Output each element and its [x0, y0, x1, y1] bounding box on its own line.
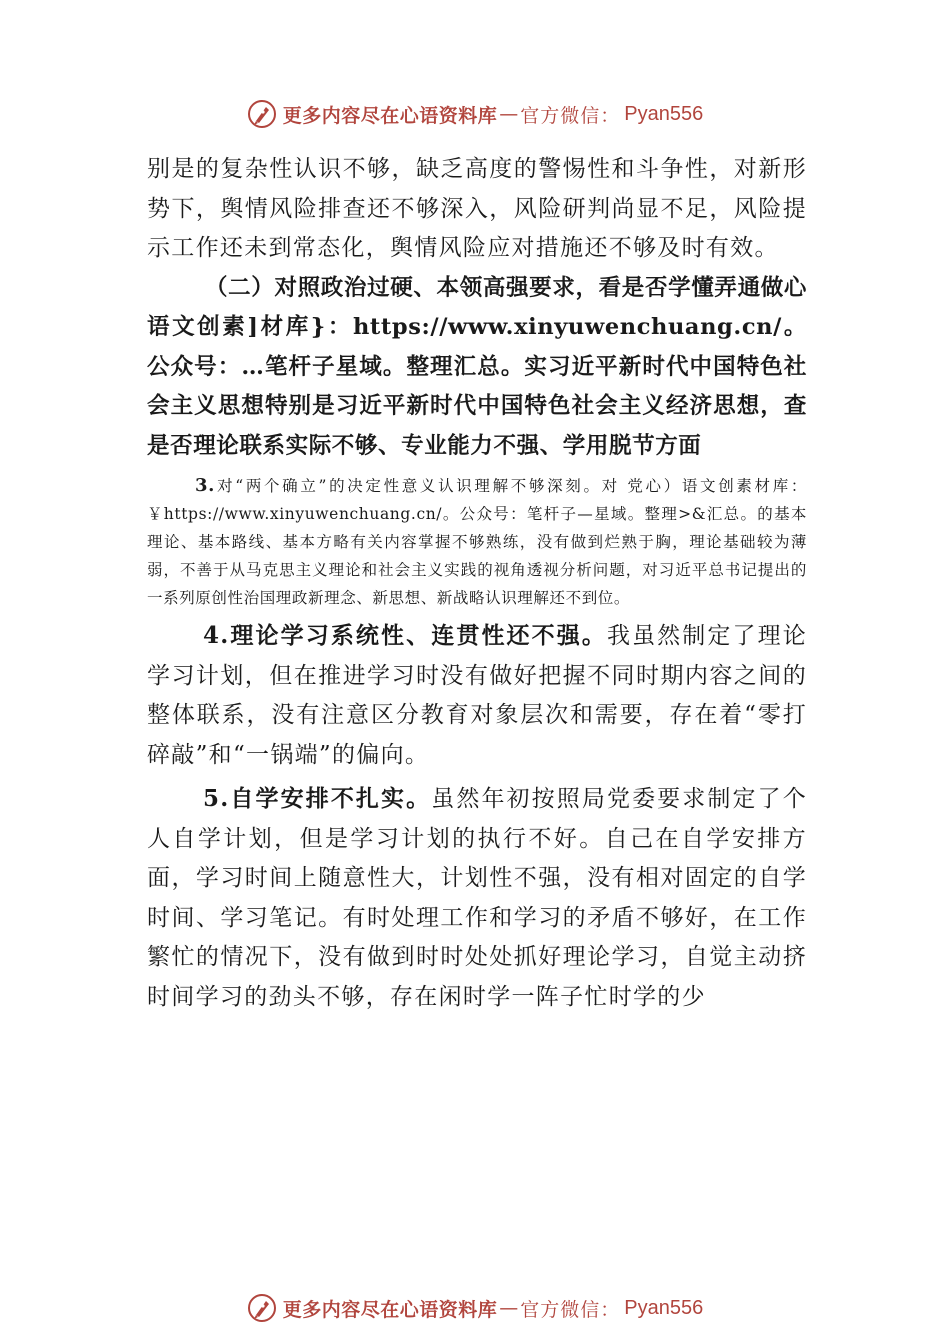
watermark-label: 官方微信：	[520, 1298, 621, 1321]
watermark-id: Pyan556	[624, 102, 704, 125]
pen-nib-logo-icon	[247, 99, 277, 129]
section-heading-2: （二）对照政治过硬、本领高强要求，看是否学懂弄通做心语文创素]材库}：https://www.xinyuwenchuang.cn/。公众号：…笔杆子星域。整理汇总。实习近平新时代中国特色社会主义思想特别是习近平新时代中国特色社会主义经济思想，查是否理论联系实际不够、专业能力不强、学用脱节方面	[147, 274, 807, 459]
pen-nib-logo-icon	[247, 1293, 277, 1323]
item-3-text: 对“两个确立”的决定性意义认识理解不够深刻。对 党心）语文创素材库：￥https://www.xinyuwenchuang.cn/。公众号：笔杆子—星域。整理>&汇总。的基本理论、基本路线、基本方略有关内容掌握不够熟练，没有做到烂熟于胸，理论基础较为薄弱，不善于从马克思主义理论和社会主义实践的视角透视分析问题，对习近平总书记提出的一系列原创性治国理政新理念、新思想、新战略认识理解还不到位。	[147, 477, 807, 607]
footer-watermark	[0, 1288, 950, 1328]
item-4-text: 我虽然制定了理论学习计划，但在推进学习时没有做好把握不同时期内容之间的整体联系，没有注意区分教育对象层次和需要，存在着“零打碎敲”和“一锅端”的偏向。	[147, 623, 807, 768]
paragraph-continuation: 别是的复杂性认识不够，缺乏高度的警惕性和斗争性，对新形势下，舆情风险排查还不够深入，风险研判尚显不足，风险提示工作还未到常态化，舆情风险应对措施还不够及时有效。	[147, 156, 807, 261]
item-4	[147, 616, 807, 775]
item-5-lead: 5.自学安排不扎实。	[203, 785, 432, 812]
watermark-brand: 更多内容尽在心语资料库	[282, 1298, 498, 1321]
watermark-brand: 更多内容尽在心语资料库	[282, 104, 498, 127]
header-watermark	[0, 94, 950, 134]
watermark-dash: —	[499, 1297, 519, 1319]
item-5-text: 虽然年初按照局党委要求制定了个人自学计划，但是学习计划的执行不好。自己在自学安排方面，学习时间上随意性大，计划性不强，没有相对固定的自学时间、学习笔记。有时处理工作和学习的矛盾不够好，在工作繁忙的情况下，没有做到时时处处抓好理论学习，自觉主动挤时间学习的劲头不够，存在闲时学一阵子忙时学的少	[147, 786, 808, 1010]
watermark-label: 官方微信：	[520, 104, 621, 127]
watermark-id: Pyan556	[624, 1296, 704, 1319]
item-3-number: 3.	[195, 475, 215, 496]
item-5	[147, 779, 807, 1017]
item-4-lead: 4.理论学习系统性、连贯性还不强。	[203, 622, 607, 649]
watermark-dash: —	[499, 103, 519, 125]
item-3	[147, 472, 807, 612]
document-body	[147, 150, 807, 1017]
